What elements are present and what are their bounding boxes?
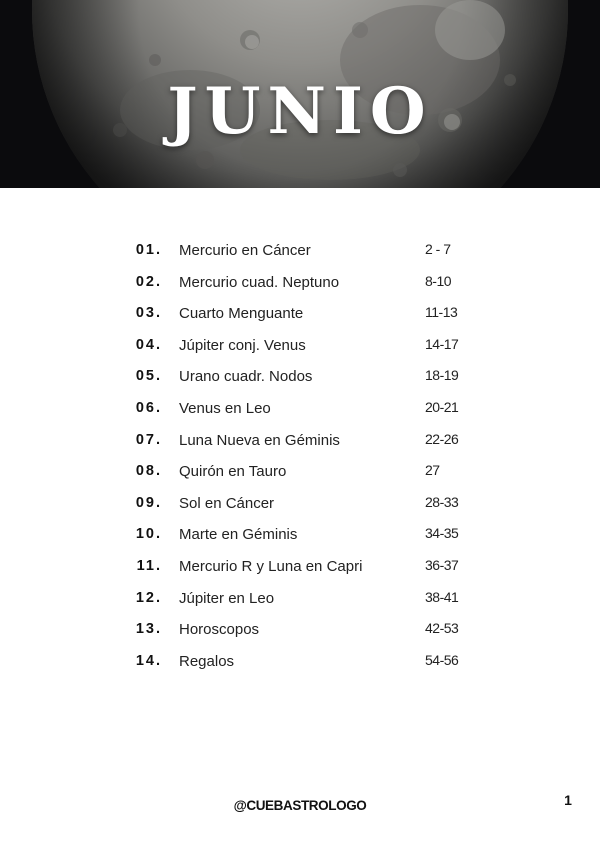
toc-row[interactable] xyxy=(0,426,600,458)
toc-pages: 20-21 xyxy=(425,398,459,415)
toc-pages: 27 xyxy=(425,462,440,479)
toc-label: Cuarto Menguante xyxy=(179,305,304,323)
toc-row[interactable] xyxy=(0,362,600,394)
toc-label: Luna Nueva en Géminis xyxy=(179,431,340,449)
toc-label: Marte en Géminis xyxy=(179,526,298,544)
toc-row[interactable] xyxy=(0,647,600,679)
toc-number: 07. xyxy=(135,431,162,448)
page-number: 1 xyxy=(564,792,572,808)
toc-number: 10. xyxy=(135,526,162,543)
toc-pages: 18-19 xyxy=(425,367,459,384)
toc-label: Urano cuadr. Nodos xyxy=(179,368,313,386)
toc-number: 01. xyxy=(135,242,162,258)
toc-pages: 28-33 xyxy=(425,493,459,510)
toc-number: 05. xyxy=(135,368,162,385)
toc-label: Horoscopos xyxy=(179,621,260,639)
toc-number: 03. xyxy=(135,305,162,322)
toc-row[interactable] xyxy=(0,236,600,268)
toc-label: Quirón en Tauro xyxy=(179,463,287,481)
toc-row[interactable] xyxy=(0,520,600,552)
toc-pages: 42-53 xyxy=(425,620,459,637)
toc-row[interactable] xyxy=(0,394,600,426)
toc-number: 09. xyxy=(135,494,162,511)
footer-handle: @CUEBASTROLOGO xyxy=(233,798,367,813)
toc-pages: 36-37 xyxy=(425,556,459,573)
toc-row[interactable] xyxy=(0,584,600,616)
toc-pages: 34-35 xyxy=(425,525,459,542)
toc-pages: 14-17 xyxy=(425,335,459,352)
toc-row[interactable] xyxy=(0,615,600,647)
page-title: JUNIO xyxy=(167,74,433,149)
toc-pages: 11-13 xyxy=(425,304,458,321)
toc-number: 08. xyxy=(135,463,162,480)
toc-label: Venus en Leo xyxy=(179,399,271,417)
toc-label: Sol en Cáncer xyxy=(179,494,275,512)
table-of-contents xyxy=(0,236,600,678)
toc-label: Mercurio en Cáncer xyxy=(179,242,311,259)
toc-number: 02. xyxy=(135,273,162,290)
toc-label: Júpiter en Leo xyxy=(179,589,275,607)
toc-number: 14. xyxy=(135,652,162,669)
toc-row[interactable] xyxy=(0,552,600,584)
toc-row[interactable] xyxy=(0,299,600,331)
toc-row[interactable] xyxy=(0,331,600,363)
toc-pages: 22-26 xyxy=(425,430,459,447)
toc-label: Mercurio R y Luna en Capri xyxy=(179,557,363,575)
toc-row[interactable] xyxy=(0,457,600,489)
toc-number: 04. xyxy=(135,336,162,353)
toc-number: 11. xyxy=(136,557,162,574)
toc-label: Júpiter conj. Venus xyxy=(179,336,306,354)
toc-pages: 8-10 xyxy=(425,272,452,289)
toc-row[interactable] xyxy=(0,489,600,521)
toc-number: 13. xyxy=(135,621,162,638)
toc-row[interactable] xyxy=(0,268,600,300)
toc-label: Regalos xyxy=(179,652,235,670)
toc-number: 12. xyxy=(135,589,162,606)
toc-pages: 38-41 xyxy=(425,588,459,605)
toc-pages: 2 - 7 xyxy=(425,241,451,257)
toc-label: Mercurio cuad. Neptuno xyxy=(179,273,340,291)
toc-pages: 54-56 xyxy=(425,651,459,668)
header-banner xyxy=(0,0,600,188)
toc-number: 06. xyxy=(135,399,162,416)
